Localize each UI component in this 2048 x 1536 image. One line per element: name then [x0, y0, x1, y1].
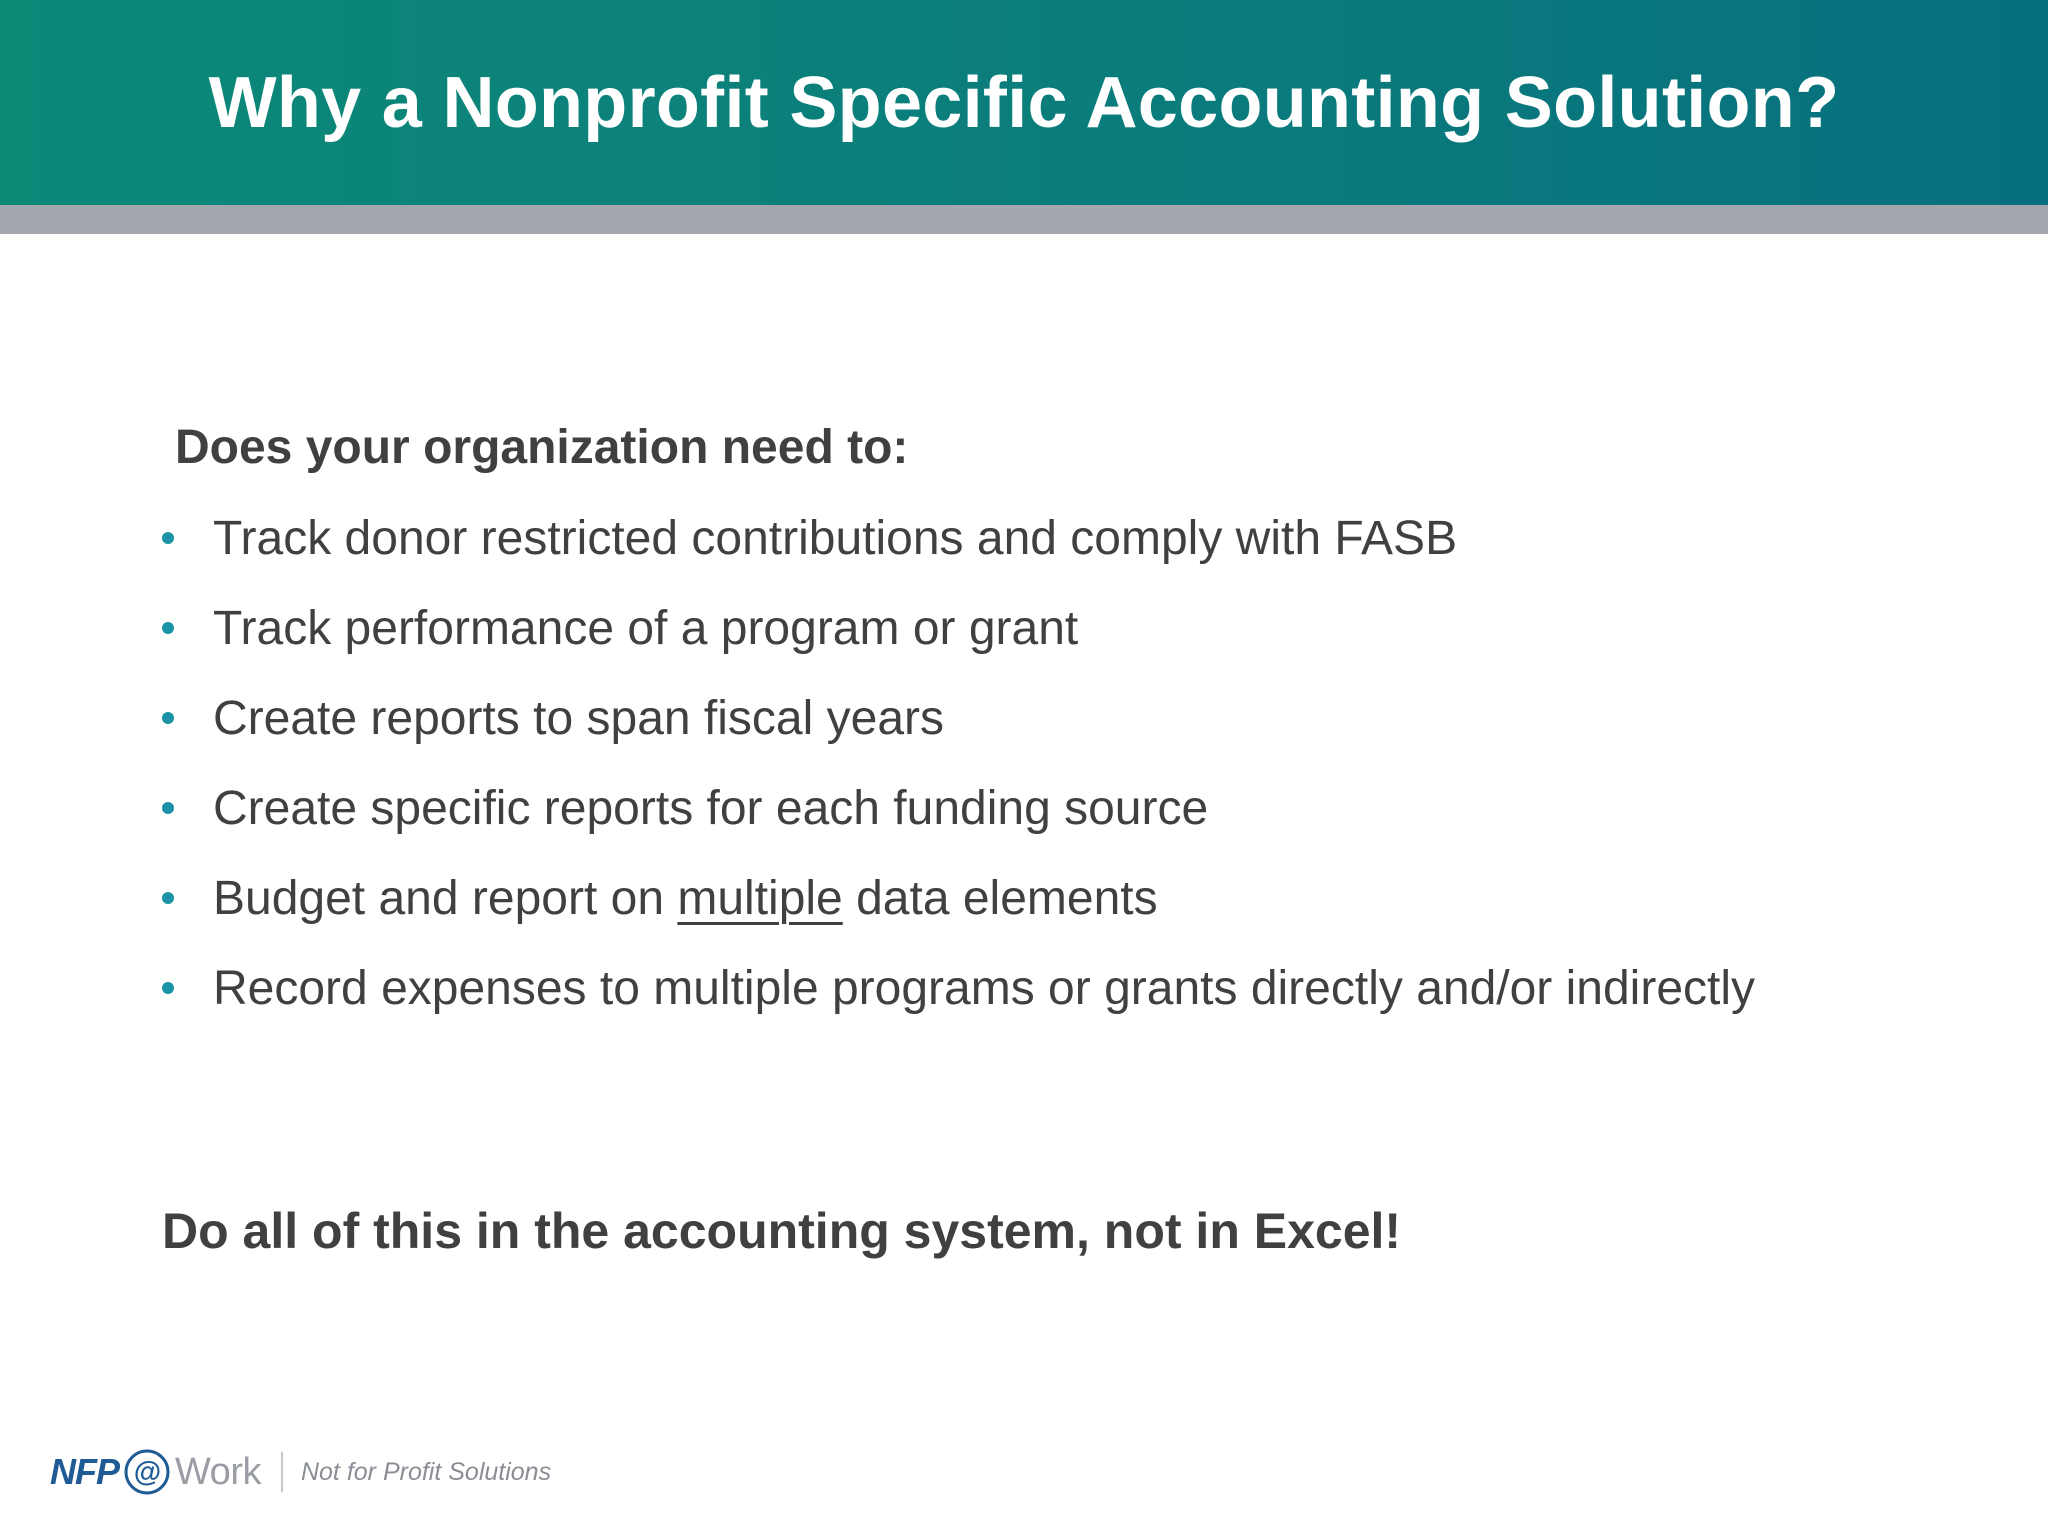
bullet-item [160, 868, 1800, 929]
logo-divider [281, 1452, 283, 1492]
bullet-text: Create specific reports for each funding source [213, 782, 1209, 835]
bullet-text-after: data elements [842, 872, 1158, 925]
bullet-text: Track performance of a program or grant [213, 602, 1079, 655]
header-stripe [0, 205, 2048, 234]
bullet-dot-icon [162, 712, 174, 724]
at-sign-icon [123, 1448, 171, 1496]
slide-title: Why a Nonprofit Specific Accounting Solution? [208, 63, 1840, 143]
bullet-text: Record expenses to multiple programs or grants directly and/or indirectly [213, 962, 1756, 1015]
bullet-item [160, 958, 1773, 1019]
intro-heading: Does your organization need to: [175, 421, 909, 474]
logo-nfp-text: NFP [50, 1451, 119, 1492]
bullet-item [160, 508, 1800, 569]
bullet-dot-icon [162, 802, 174, 814]
logo-at-text: @ [133, 1456, 161, 1487]
bullet-dot-icon [162, 532, 174, 544]
bullet-item [160, 598, 1800, 659]
bullet-dot-icon [162, 892, 174, 904]
logo-tagline: Not for Profit Solutions [300, 1457, 552, 1486]
bullet-dot-icon [162, 622, 174, 634]
bullet-text: Track donor restricted contributions and comply with FASB [213, 512, 1458, 565]
logo-work-text: Work [175, 1450, 261, 1493]
bullet-text-before: Budget and report on [213, 872, 678, 925]
company-logo [50, 1442, 551, 1502]
closing-statement: Do all of this in the accounting system, not in Excel! [162, 1203, 1402, 1259]
header-banner [0, 0, 2048, 205]
bullet-item [160, 688, 1800, 749]
bullet-text-underlined: multiple [677, 872, 843, 925]
bullet-list [160, 508, 1800, 1048]
bullet-dot-icon [162, 982, 174, 994]
bullet-text: Create reports to span fiscal years [213, 692, 944, 745]
bullet-item [160, 778, 1800, 839]
